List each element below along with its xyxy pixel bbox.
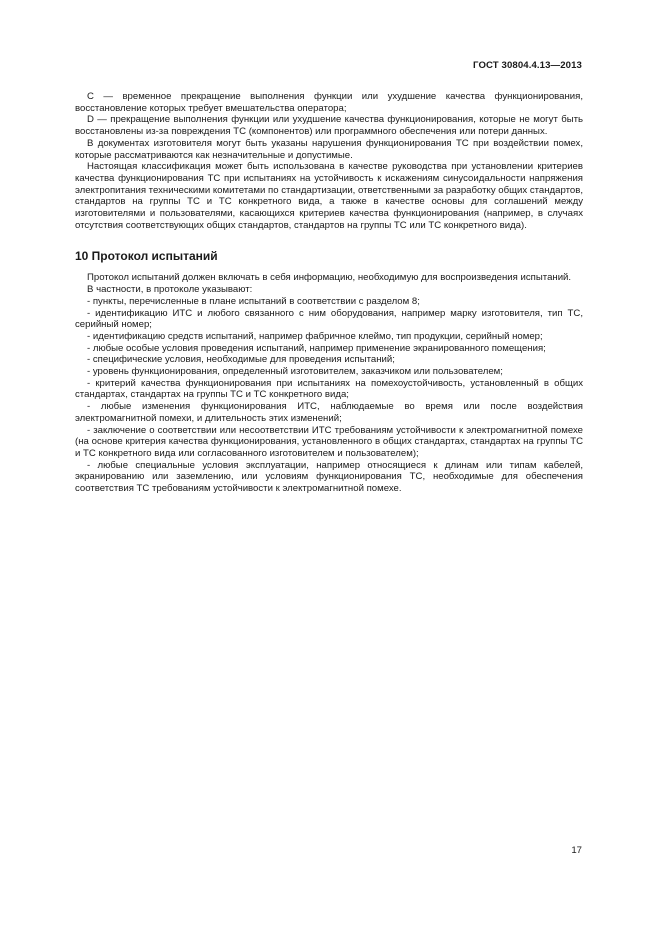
- paragraph: D — прекращение выполнения функции или ухудшение качества функционирования, которые не могут быть восстановлены из-за повреждения ТС (компонентов) или программного обеспечения или потери данных.: [75, 114, 583, 138]
- section-heading: 10 Протокол испытаний: [75, 249, 218, 264]
- list-item: - любые изменения функционирования ИТС, наблюдаемые во время или после воздействия электромагнитной помехи, и длительность этих изменений;: [75, 401, 583, 424]
- list-item: - идентификацию средств испытаний, например фабричное клеймо, тип продукции, серийный номер;: [87, 330, 543, 342]
- paragraph: В документах изготовителя могут быть указаны нарушения функционирования ТС при воздействии помех, которые рассматриваются как незначительные и допустимые.: [75, 137, 583, 161]
- list-item: - заключение о соответствии или несоответствии ИТС требованиям устойчивости к электромагнитной помехе (на основе критерия качества функционирования, установленного в общих стандартах, стандартах на группы ТС и ТС конкретного вида или согласованного изготовителем и пользователем);: [75, 424, 583, 459]
- paragraph: C — временное прекращение выполнения функции или ухудшение качества функционирования, восстановление которых требует вмешательства оператора;: [75, 91, 583, 114]
- page-number: 17: [571, 845, 582, 856]
- document-header: ГОСТ 30804.4.13—2013: [473, 60, 582, 71]
- list-item: - любые специальные условия эксплуатации, например относящиеся к длинам или типам кабелей, экранированию или заземлению, или условиям функционирования ТС, необходимые для обеспечения соответствия ТС требованиям устойчивости к электромагнитной помехе.: [75, 459, 583, 495]
- list-item: - пункты, перечисленные в плане испытаний в соответствии с разделом 8;: [87, 295, 420, 307]
- list-item: - критерий качества функционирования при испытаниях на помехоустойчивость, установленный в общих стандартах, стандартах на группы ТС и ТС конкретного вида;: [75, 377, 583, 401]
- paragraph: В частности, в протоколе указывают:: [87, 284, 253, 296]
- list-item: - любые особые условия проведения испытаний, например применение экранированного помещения;: [87, 342, 546, 354]
- list-item: - уровень функционирования, определенный изготовителем, заказчиком или пользователем;: [87, 366, 503, 378]
- document-body: [75, 91, 583, 495]
- list-item: - специфические условия, необходимые для проведения испытаний;: [87, 354, 395, 366]
- paragraph: Настоящая классификация может быть использована в качестве руководства при установлении критериев качества функционирования ТС при испытаниях на устойчивость к искажениям синусоидальности напряжения электропитания техническими комитетами по стандартизации, ответственными за разработку общих стандартов, стандартов на группы ТС и ТС конкретного вида, а также в качестве основы для соглашений между изготовителями и пользователями, касающихся критериев качества функционирования (например, в случаях отсутствия соответствующих общих стандартов, стандартов на группы ТС или ТС конкретного вида).: [75, 161, 583, 231]
- paragraph: Протокол испытаний должен включать в себя информацию, необходимую для воспроизведения испытаний.: [87, 272, 572, 284]
- list-item: - идентификацию ИТС и любого связанного с ним оборудования, например марку изготовителя, тип ТС, серийный номер;: [75, 307, 583, 331]
